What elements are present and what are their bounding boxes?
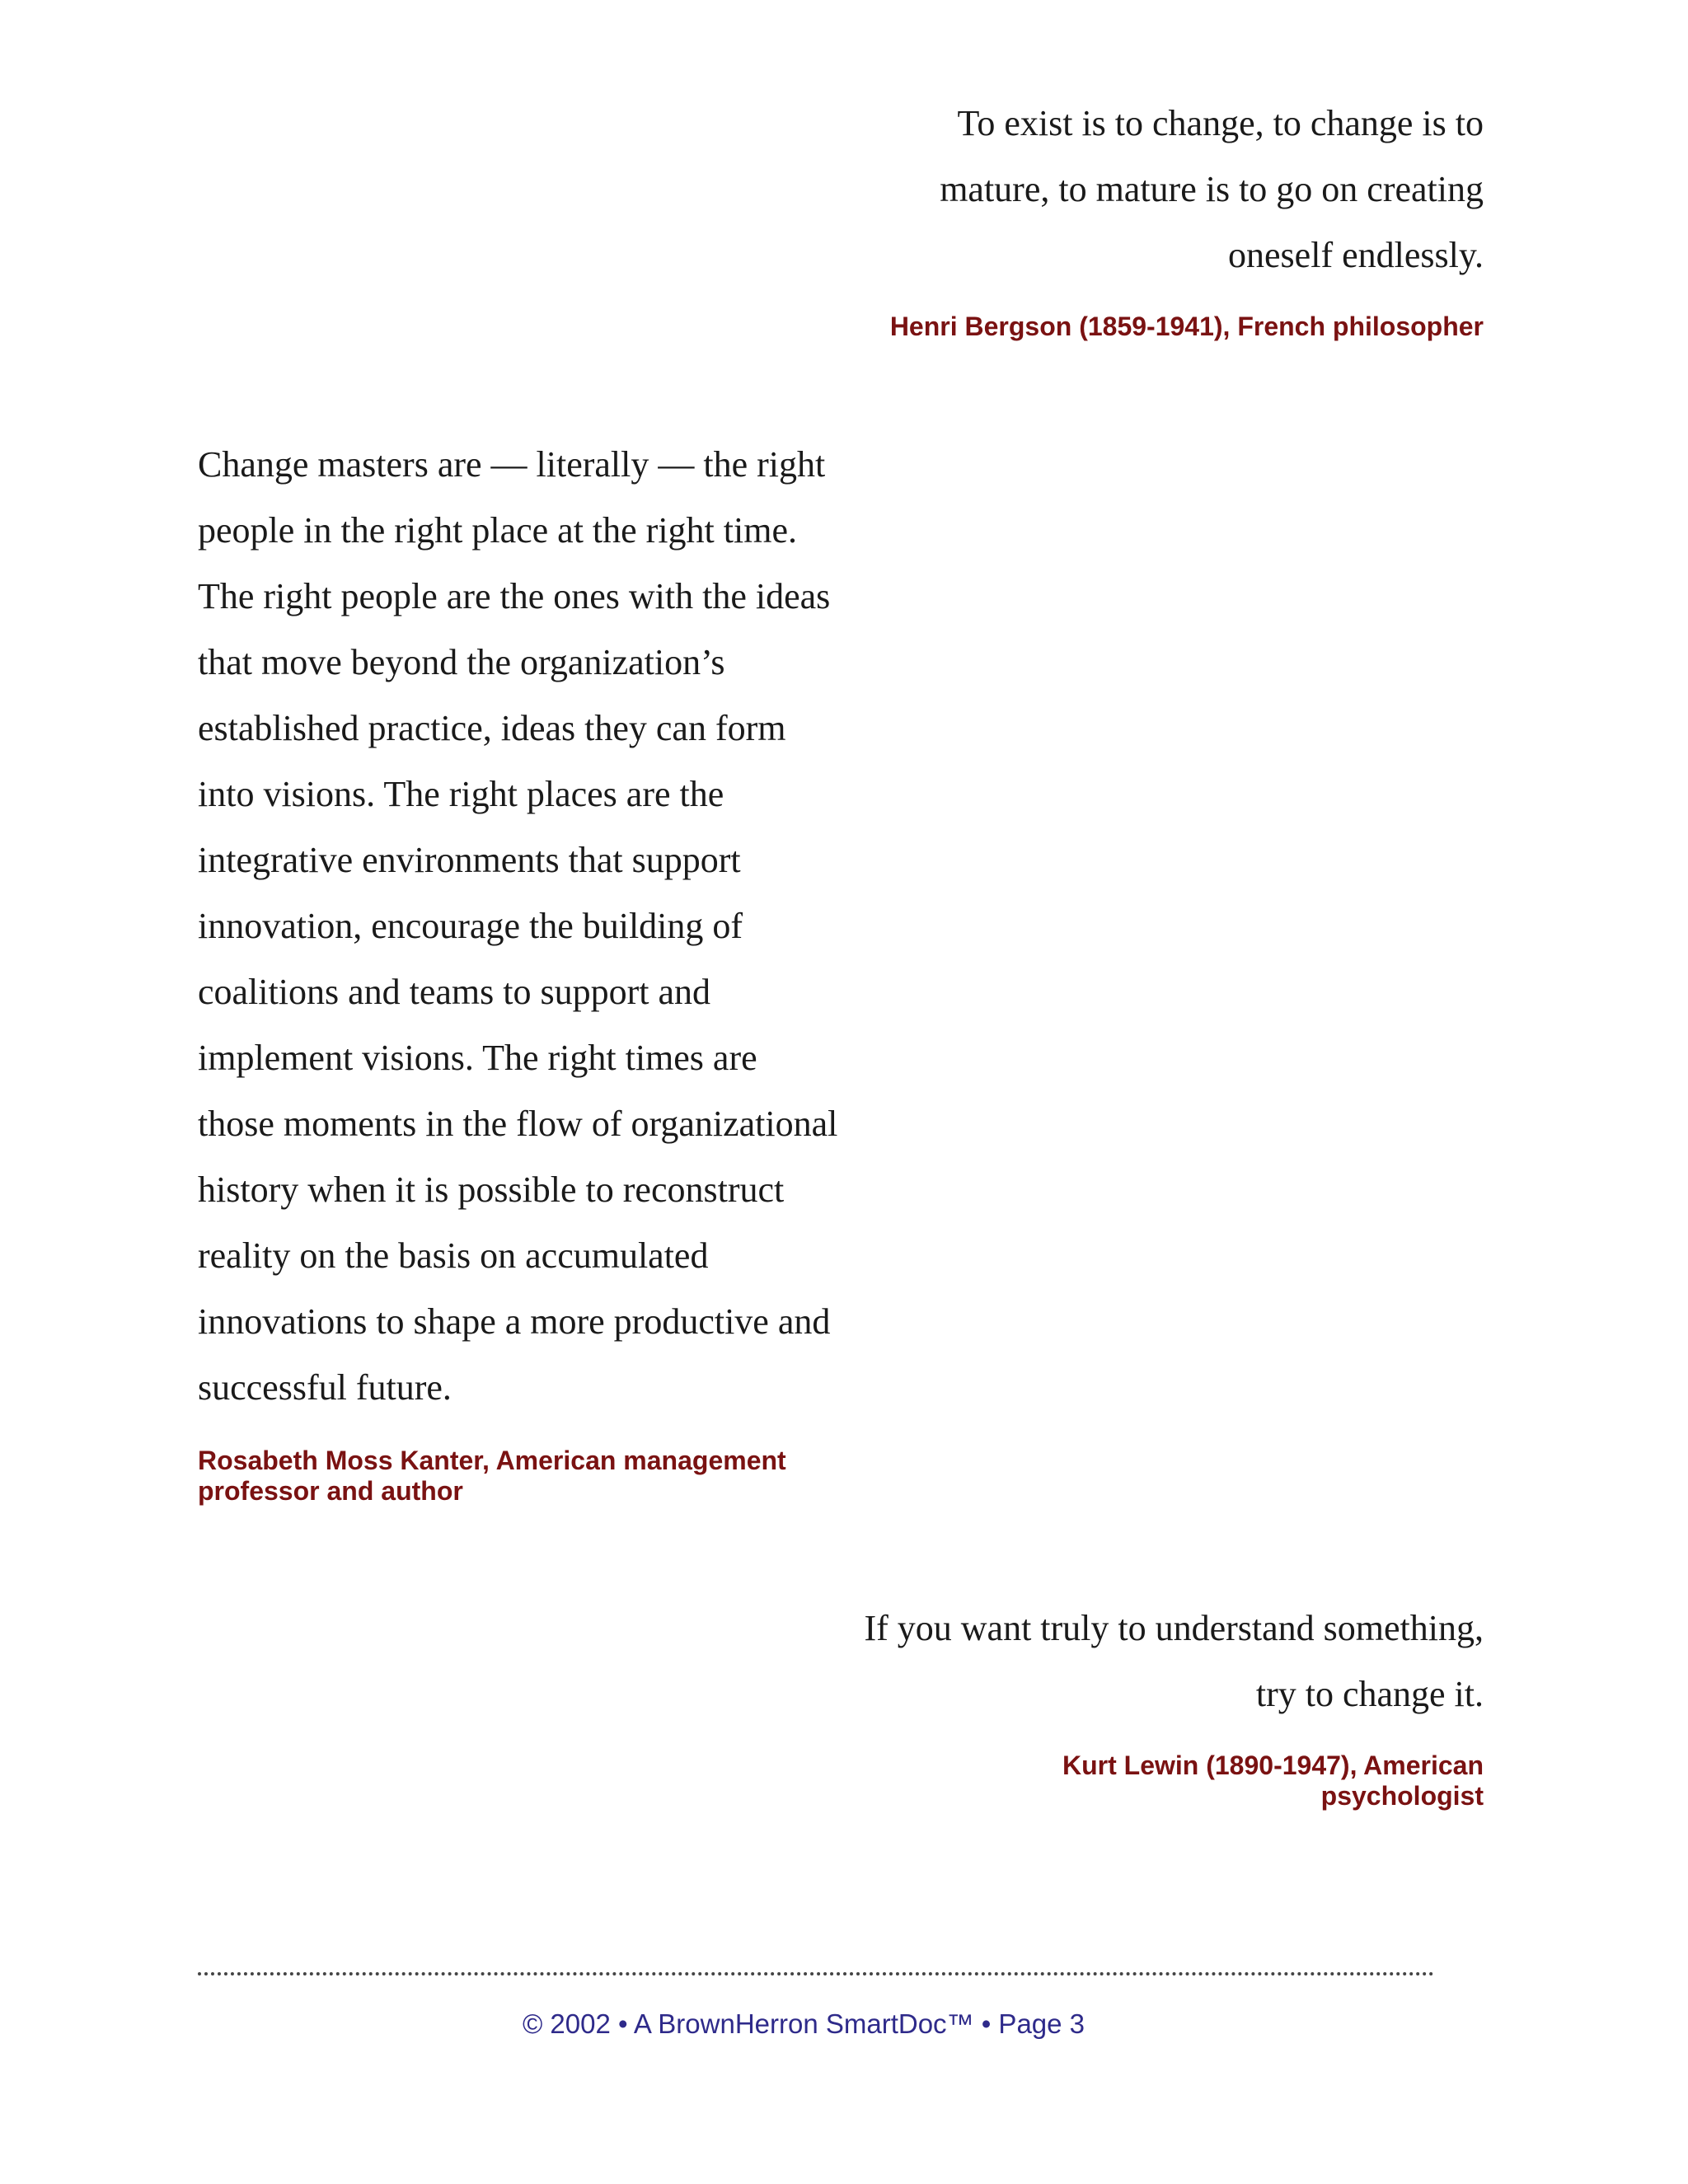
quote-line: If you want truly to understand something, [864,1608,1484,1648]
quote-line: innovations to shape a more productive and [198,1301,831,1342]
quote-line: mature, to mature is to go on creating [940,169,1484,209]
quote-line: coalitions and teams to support and [198,972,710,1012]
quote-line: reality on the basis on accumulated [198,1235,709,1276]
quote-line: To exist is to change, to change is to [957,103,1484,143]
quote-kanter [198,432,907,1507]
page-footer [198,2008,1434,2041]
quote-line: Change masters are — literally — the right [198,444,826,485]
quote-bergson [857,91,1484,342]
quote-line: established practice, ideas they can form [198,708,786,748]
attribution-line: professor and author [198,1476,463,1506]
quote-attribution [973,1750,1484,1811]
quote-line: implement visions. The right times are [198,1038,757,1078]
quote-text [742,1596,1484,1727]
attribution-line: Henri Bergson (1859-1941), French philosopher [889,312,1484,341]
quote-line: integrative environments that support [198,840,741,880]
quote-text [198,432,907,1421]
quote-line: those moments in the flow of organizational [198,1104,838,1144]
attribution-line: Kurt Lewin (1890-1947), American [1062,1750,1484,1780]
quote-line: The right people are the ones with the ideas [198,576,831,616]
footer-divider [198,1972,1434,1975]
quote-line: successful future. [198,1367,452,1408]
quote-text [857,91,1484,288]
quote-line: oneself endlessly. [1228,235,1484,275]
footer-text: © 2002 • A BrownHerron SmartDoc™ • Page 3 [522,2008,1085,2039]
attribution-line: Rosabeth Moss Kanter, American management [198,1446,786,1475]
quote-line: history when it is possible to reconstruct [198,1169,785,1210]
quote-line: that move beyond the organization’s [198,642,725,682]
quote-lewin [742,1596,1484,1811]
quote-line: people in the right place at the right time. [198,510,797,551]
quote-line: innovation, encourage the building of [198,906,743,946]
quote-attribution [857,312,1484,342]
quote-attribution [198,1446,857,1507]
quote-line: into visions. The right places are the [198,774,724,814]
quote-line: try to change it. [1255,1674,1484,1714]
attribution-line: psychologist [1320,1781,1484,1811]
